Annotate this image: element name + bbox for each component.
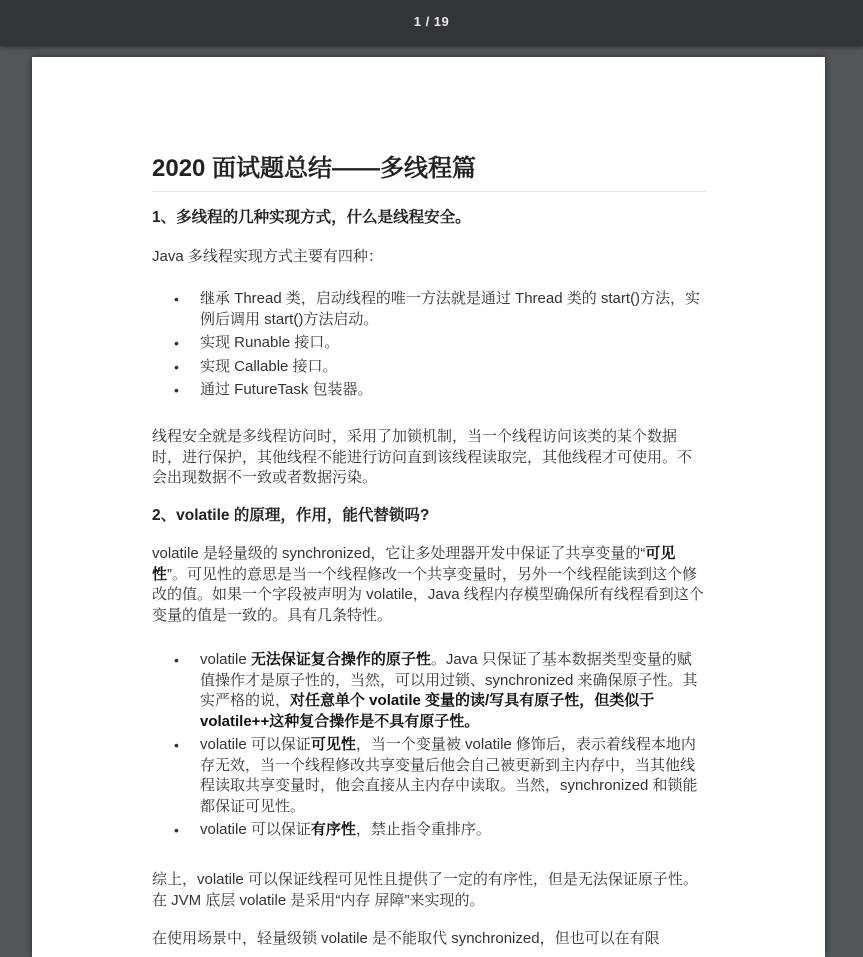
- text-run: ”。可见性的意思是当一个线程修改一个共享变量时，另外一个线程能读到这个修改的值。如果一个字段被声明为 volatile，Java 线程内存模型确保所有线程看到这个变量的值是一致的。具有几条特性。: [152, 565, 704, 624]
- text-run: ，禁止指令重排序。: [355, 821, 491, 838]
- bold-text: 无法保证复合操作的原子性: [250, 651, 431, 668]
- text-run: volatile 可以保证: [200, 736, 311, 753]
- text-run: volatile 是轻量级的 synchronized，它让多处理器开发中保证了共享变量的“: [152, 545, 646, 562]
- text-run: volatile 可以保证: [200, 821, 311, 838]
- list-item: • 实现 Runable 接口。: [152, 333, 706, 354]
- list-item: • 实现 Callable 接口。: [152, 357, 706, 378]
- list-item: [152, 820, 706, 841]
- section-2-bullet-list: [152, 650, 706, 844]
- bold-text: 对任意单个 volatile 变量的读/写具有原子性，但类似于 volatile++这种复合操作是不具有原子性。: [200, 692, 655, 730]
- section-1-paragraph: 线程安全就是多线程访问时，采用了加锁机制，当一个线程访问该类的某个数据时，进行保护，其他线程不能进行访问直到该线程读取完，其他线程才可使用。不会出现数据不一致或者数据污染。: [152, 428, 693, 486]
- clipped-paragraph: 在使用场景中，轻量级锁 volatile 是不能取代 synchronized，但也可以在有限: [152, 930, 660, 947]
- text-run: ，当一个变量被 volatile 修饰后，表示着线程本地内存无效，当一个线程修改共享变量后他会自己被更新到主内存中，当其他线程读取共享变量时，他会直接从主内存中读取。当然，synchronized 和锁能都保证可见性。: [200, 736, 698, 815]
- bold-text: 可见性: [152, 545, 676, 583]
- section-2-intro: [152, 544, 706, 626]
- page-indicator: 1 / 19: [413, 14, 450, 29]
- document-title: 2020 面试题总结——多线程篇: [152, 153, 706, 192]
- section-2-summary: 综上，volatile 可以保证线程可见性且提供了一定的有序性，但是无法保证原子性。在 JVM 底层 volatile 是采用“内存 屏障”来实现的。: [152, 871, 698, 909]
- pdf-toolbar: [0, 0, 863, 46]
- list-item: • 继承 Thread 类，启动线程的唯一方法就是通过 Thread 类的 start()方法，实例后调用 start()方法启动。: [152, 289, 706, 330]
- pdf-page: [32, 57, 825, 957]
- text-run: volatile: [200, 651, 251, 668]
- list-item: [152, 650, 706, 732]
- section-1-intro: Java 多线程实现方式主要有四种：: [152, 248, 383, 265]
- section-1-bullet-list: [152, 289, 706, 404]
- bold-text: 有序性: [310, 821, 356, 838]
- section-1-heading: 1、多线程的几种实现方式，什么是线程安全。: [152, 209, 471, 226]
- section-2-heading: 2、volatile 的原理，作用，能代替锁吗?: [152, 507, 430, 524]
- list-item: • 通过 FutureTask 包装器。: [152, 380, 706, 401]
- bold-text: 可见性: [310, 736, 356, 753]
- list-item: [152, 735, 706, 817]
- pdf-viewer-scroll-area[interactable]: [0, 46, 863, 947]
- text-run: 。Java 只保证了基本数据类型变量的赋值操作才是原子性的，当然，可以用过锁、synchronized 来确保原子性。其实严格的说，: [200, 651, 698, 709]
